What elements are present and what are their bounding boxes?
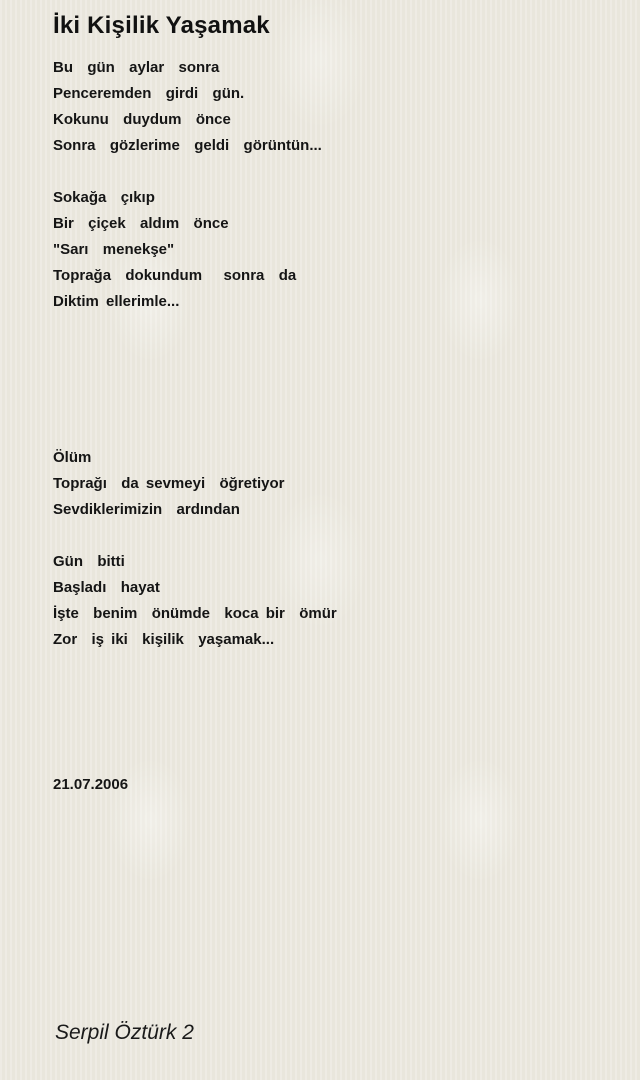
poem-line: Sokağa çıkıp bbox=[53, 189, 155, 206]
stanza-2 bbox=[53, 185, 613, 315]
poem-line: Bu gün aylar sonra bbox=[53, 59, 220, 76]
stanza-4 bbox=[53, 549, 613, 653]
stanza-gap bbox=[53, 393, 613, 419]
poem-line: Bir çiçek aldım önce bbox=[53, 215, 229, 232]
poem-author: Serpil Öztürk 2 bbox=[55, 1021, 194, 1044]
poem-title: İki Kişilik Yaşamak bbox=[53, 12, 270, 39]
stanza-gap bbox=[53, 341, 613, 367]
poem-line: Toprağı da sevmeyi öğretiyor bbox=[53, 475, 285, 492]
poem-line: Sonra gözlerime geldi görüntün... bbox=[53, 137, 322, 154]
stanza-gap bbox=[53, 367, 613, 393]
poem-line: Zor iş iki kişilik yaşamak... bbox=[53, 631, 275, 648]
poem-line: Diktim ellerimle... bbox=[53, 293, 180, 310]
poem-line: Penceremden girdi gün. bbox=[53, 85, 245, 102]
poem-line: Gün bitti bbox=[53, 553, 125, 570]
poem-line: İşte benim önümde koca bir ömür bbox=[53, 605, 337, 622]
poem-line: Kokunu duydum önce bbox=[53, 111, 231, 128]
stanza-3 bbox=[53, 445, 613, 523]
stanza-1 bbox=[53, 55, 613, 159]
poem-date: 21.07.2006 bbox=[53, 776, 129, 793]
stanza-gap bbox=[53, 315, 613, 341]
poem-body bbox=[53, 55, 613, 653]
poem-line: Sevdiklerimizin ardından bbox=[53, 501, 240, 518]
poem-line: Ölüm bbox=[53, 449, 92, 466]
stanza-gap bbox=[53, 159, 613, 185]
poem-line: "Sarı menekşe" bbox=[53, 241, 175, 258]
stanza-gap bbox=[53, 419, 613, 445]
poem-line: Başladı hayat bbox=[53, 579, 160, 596]
poem-line: Toprağa dokundum sonra da bbox=[53, 267, 297, 284]
stanza-gap bbox=[53, 523, 613, 549]
